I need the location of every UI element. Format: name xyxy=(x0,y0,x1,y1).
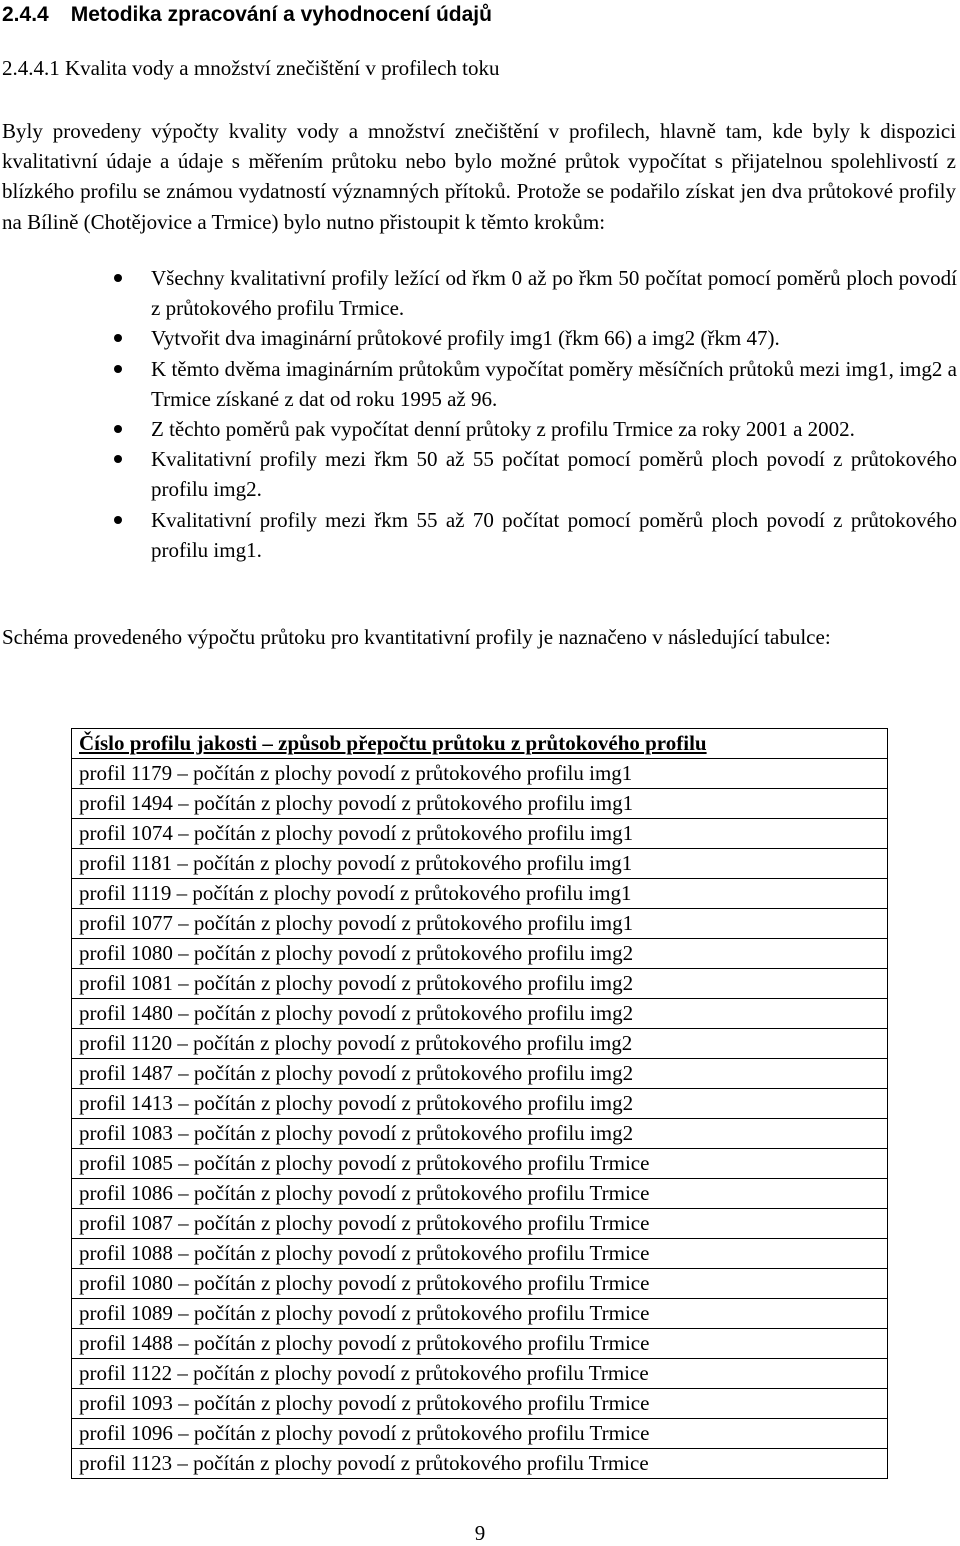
table-header-cell: Číslo profilu jakosti – způsob přepočtu průtoku z průtokového profilu xyxy=(72,729,888,759)
table-cell: profil 1179 – počítán z plochy povodí z průtokového profilu img1 xyxy=(72,759,888,789)
table-row xyxy=(72,909,888,939)
table-cell: profil 1088 – počítán z plochy povodí z průtokového profilu Trmice xyxy=(72,1239,888,1269)
table-row xyxy=(72,1029,888,1059)
table-cell: profil 1087 – počítán z plochy povodí z průtokového profilu Trmice xyxy=(72,1209,888,1239)
section-number: 2.4.4 xyxy=(2,3,49,26)
section-heading xyxy=(2,0,492,30)
table-row xyxy=(72,1269,888,1299)
list-item xyxy=(0,354,957,414)
table-cell: profil 1081 – počítán z plochy povodí z průtokového profilu img2 xyxy=(72,969,888,999)
list-item xyxy=(0,444,957,504)
table-row xyxy=(72,1449,888,1479)
table-cell: profil 1487 – počítán z plochy povodí z průtokového profilu img2 xyxy=(72,1059,888,1089)
subsection-heading: 2.4.4.1 Kvalita vody a množství znečištění v profilech toku xyxy=(2,56,500,80)
table-cell: profil 1181 – počítán z plochy povodí z průtokového profilu img1 xyxy=(72,849,888,879)
table-row xyxy=(72,789,888,819)
list-item-text: Vytvořit dva imaginární průtokové profily img1 (řkm 66) a img2 (řkm 47). xyxy=(151,326,780,351)
list-item-text: Kvalitativní profily mezi řkm 55 až 70 počítat pomocí poměrů ploch povodí z průtokového profilu img1. xyxy=(151,507,957,562)
table-cell: profil 1077 – počítán z plochy povodí z průtokového profilu img1 xyxy=(72,909,888,939)
table-row xyxy=(72,1419,888,1449)
table-row xyxy=(72,1119,888,1149)
table-row xyxy=(72,1089,888,1119)
table-row xyxy=(72,849,888,879)
list-item-text: Kvalitativní profily mezi řkm 50 až 55 počítat pomocí poměrů ploch povodí z průtokového profilu img2. xyxy=(151,447,957,502)
table-cell: profil 1488 – počítán z plochy povodí z průtokového profilu Trmice xyxy=(72,1329,888,1359)
table-cell: profil 1120 – počítán z plochy povodí z průtokového profilu img2 xyxy=(72,1029,888,1059)
bullet-icon xyxy=(114,365,122,373)
table-cell: profil 1096 – počítán z plochy povodí z průtokového profilu Trmice xyxy=(72,1419,888,1449)
list-item xyxy=(0,505,957,565)
table-cell: profil 1083 – počítán z plochy povodí z průtokového profilu img2 xyxy=(72,1119,888,1149)
intro-paragraph: Byly provedeny výpočty kvality vody a množství znečištění v profilech, hlavně tam, kde byly k dispozici kvalitativní údaje a údaje s měřením průtoku nebo bylo možné průtok vypočítat s přijatelnou spolehlivostí z blízkého profilu se známou vydatností významných přítoků. Protože se podařilo získat jen dva průtokové profily na Bílině (Chotějovice a Trmice) bylo nutno přistoupit k těmto krokům: xyxy=(2,119,956,234)
table-cell: profil 1085 – počítán z plochy povodí z průtokového profilu Trmice xyxy=(72,1149,888,1179)
bullet-icon xyxy=(114,334,122,342)
table-cell: profil 1086 – počítán z plochy povodí z průtokového profilu Trmice xyxy=(72,1179,888,1209)
table-header-row xyxy=(72,729,888,759)
table-row xyxy=(72,939,888,969)
table-cell: profil 1122 – počítán z plochy povodí z průtokového profilu Trmice xyxy=(72,1359,888,1389)
table-cell: profil 1080 – počítán z plochy povodí z průtokového profilu img2 xyxy=(72,939,888,969)
table-row xyxy=(72,819,888,849)
table-row xyxy=(72,1149,888,1179)
table-row xyxy=(72,1059,888,1089)
table-row xyxy=(72,1359,888,1389)
table-cell: profil 1480 – počítán z plochy povodí z průtokového profilu img2 xyxy=(72,999,888,1029)
table-cell: profil 1093 – počítán z plochy povodí z průtokového profilu Trmice xyxy=(72,1389,888,1419)
table-row xyxy=(72,1179,888,1209)
table-cell: profil 1089 – počítán z plochy povodí z průtokového profilu Trmice xyxy=(72,1299,888,1329)
bullet-icon xyxy=(114,516,122,524)
table-cell: profil 1074 – počítán z plochy povodí z průtokového profilu img1 xyxy=(72,819,888,849)
list-item-text: Z těchto poměrů pak vypočítat denní průtoky z profilu Trmice za roky 2001 a 2002. xyxy=(151,417,855,442)
table-cell: profil 1413 – počítán z plochy povodí z průtokového profilu img2 xyxy=(72,1089,888,1119)
table-intro-paragraph: Schéma provedeného výpočtu průtoku pro kvantitativní profily je naznačeno v následující tabulce: xyxy=(2,625,831,649)
table-row xyxy=(72,1239,888,1269)
list-item-text: K těmto dvěma imaginárním průtokům vypočítat poměry měsíčních průtoků mezi img1, img2 a Trmice získané z dat od roku 1995 až 96. xyxy=(151,356,957,411)
table-row xyxy=(72,1299,888,1329)
table-row xyxy=(72,1329,888,1359)
bullet-icon xyxy=(114,425,122,433)
bullet-icon xyxy=(114,274,122,282)
table-cell: profil 1080 – počítán z plochy povodí z průtokového profilu Trmice xyxy=(72,1269,888,1299)
table-cell: profil 1123 – počítán z plochy povodí z průtokového profilu Trmice xyxy=(72,1449,888,1479)
table-row xyxy=(72,969,888,999)
profiles-table xyxy=(71,728,888,1479)
table-row xyxy=(72,879,888,909)
section-title: Metodika zpracování a vyhodnocení údajů xyxy=(70,3,492,26)
table-row xyxy=(72,999,888,1029)
list-item xyxy=(0,263,957,323)
steps-list xyxy=(0,263,957,565)
page-number: 9 xyxy=(474,1521,486,1545)
profiles-table-body xyxy=(72,729,888,1479)
list-item-text: Všechny kvalitativní profily ležící od řkm 0 až po řkm 50 počítat pomocí poměrů ploch povodí z průtokového profilu Trmice. xyxy=(151,266,957,321)
table-row xyxy=(72,1389,888,1419)
list-item xyxy=(0,323,957,353)
list-item xyxy=(0,414,957,444)
table-row xyxy=(72,1209,888,1239)
table-row xyxy=(72,759,888,789)
table-cell: profil 1494 – počítán z plochy povodí z průtokového profilu img1 xyxy=(72,789,888,819)
table-cell: profil 1119 – počítán z plochy povodí z průtokového profilu img1 xyxy=(72,879,888,909)
bullet-icon xyxy=(114,455,122,463)
